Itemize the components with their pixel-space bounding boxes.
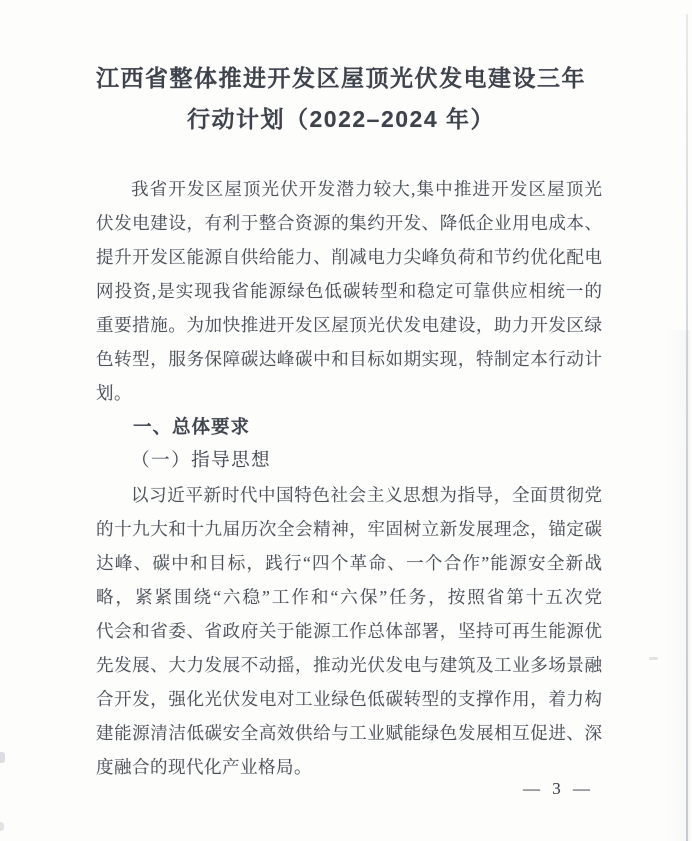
body-line: 建能源清洁低碳安全高效供给与工业赋能绿色发展相互促进、深 <box>96 723 602 743</box>
body-line: 我省开发区屋顶光伏开发潜力较大,集中推进开发区屋顶光 <box>131 179 602 199</box>
scan-smudge <box>0 822 4 831</box>
doc-title-line-2: 行动计划（2022–2024 年） <box>186 106 495 132</box>
body-line: 略，紧紧围绕“六稳”工作和“六保”任务，按照省第十五次党 <box>96 587 602 607</box>
scan-edge-shading <box>666 330 690 841</box>
scan-smudge <box>649 657 658 660</box>
doc-title-line-1: 江西省整体推进开发区屋顶光伏发电建设三年 <box>96 65 586 91</box>
subsection-heading-1-1: （一）指导思想 <box>131 451 272 471</box>
body-line: 色转型，服务保障碳达峰碳中和目标如期实现，特制定本行动计 <box>96 349 602 369</box>
body-line: 划。 <box>96 383 132 403</box>
body-line: 重要措施。为加快推进开发区屋顶光伏发电建设，助力开发区绿 <box>96 315 602 335</box>
body-line: 的十九大和十九届历次全会精神，牢固树立新发展理念，锚定碳 <box>96 519 602 539</box>
body-line: 伏发电建设，有利于整合资源的集约开发、降低企业用电成本、 <box>96 213 602 233</box>
document-title <box>0 58 682 140</box>
document-body <box>96 172 602 784</box>
body-line: 网投资,是实现我省能源绿色低碳转型和稳定可靠供应相统一的 <box>96 281 602 301</box>
scan-smudge <box>0 752 5 763</box>
body-line: 先发展、大力发展不动摇，推动光伏发电与建筑及工业多场景融 <box>96 655 602 675</box>
body-line: 度融合的现代化产业格局。 <box>96 757 312 777</box>
body-line: 达峰、碳中和目标，践行“四个革命、一个合作”能源安全新战 <box>96 553 602 573</box>
section-heading-1: 一、总体要求 <box>133 416 251 437</box>
page-number: — 3 — <box>523 779 594 798</box>
body-line: 代会和省委、省政府关于能源工作总体部署，坚持可再生能源优 <box>96 621 602 641</box>
body-line: 提升开发区能源自供给能力、削减电力尖峰负荷和节约优化配电 <box>96 247 602 267</box>
body-line: 合开发，强化光伏发电对工业绿色低碳转型的支撑作用，着力构 <box>96 689 602 709</box>
body-line: 以习近平新时代中国特色社会主义思想为指导，全面贯彻党 <box>131 485 602 505</box>
